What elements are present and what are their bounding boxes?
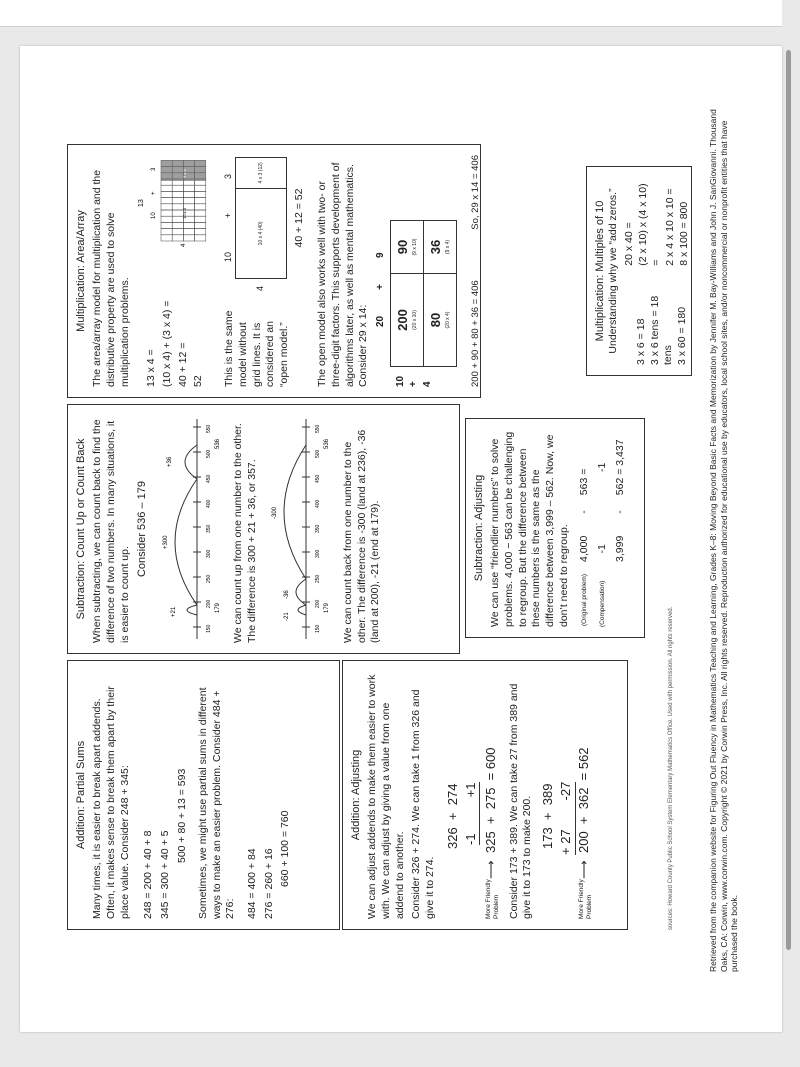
array-unit [195,222,206,228]
tick-label: 550 [315,424,322,433]
tick-label: 450 [315,474,322,483]
add-adjusting-text1: Consider 326 + 274. We can take 1 from 326 and give it to 274. [410,689,436,919]
eq: 13 x 4 = [145,349,158,387]
document-page [20,46,782,1032]
array-unit [195,210,206,216]
cell-36: 36 (9 x 4) [423,221,456,274]
array-unit [195,198,206,204]
array-unit [184,198,195,204]
partial-sums-title: Addition: Partial Sums [75,740,87,850]
cell: 563 = [578,468,591,496]
open-sum: 40 + 12 = 52 [292,188,305,248]
array-section [135,155,223,387]
cell: 3,999 [614,535,627,562]
array-unit [161,216,172,222]
array-unit [161,229,172,235]
final-sum: 200 + 90 + 80 + 36 = 406 [469,280,481,387]
source-note: sources: Howard County Public School System Elementary Mathematics Office. Used with permission. All rights reserved. [668,606,674,930]
array-top-total: 13 [138,199,146,207]
big-side-4: 4 [421,381,433,387]
array-unit [195,185,206,191]
multiples-box [586,166,692,376]
array-unit [195,216,206,222]
tick-label: 250 [205,574,212,583]
open-cell-40: 10 x 4 (40) [236,188,286,278]
eq: 248 = 200 + 40 + 8 [142,830,155,919]
multiples-subtitle: Understanding why we “add zeros.” [607,188,620,354]
array-unit [184,235,195,241]
add-adjusting-text2: Consider 173 + 389. We can take 27 from 389 and give it to 173 to make 200. [507,683,534,919]
count-up-title: Subtraction: Count Up or Count Back [75,438,87,620]
count-up-box [67,404,460,654]
add-adjusting-title: Addition: Adjusting [350,749,362,841]
count-up-text: We can count up from one number to the other. The difference is 300 + 21 + 36, or 357. [232,423,258,643]
cell: -1 [596,544,609,554]
eq: 500 + 80 + 13 = 593 [175,768,188,863]
cell [593,496,613,528]
right-line: 2 x 4 x 10 x 10 = [663,188,676,266]
tick-label: 300 [205,549,212,558]
rotated-content [20,46,782,1032]
array-unit [195,229,206,235]
area-array-box [67,144,481,398]
left-line: 3 x 6 tens = 18 tens [648,295,675,365]
big-model-table [390,220,457,367]
eq: 276 = 260 + 16 [262,848,275,919]
open-top-3: 3 [223,173,234,179]
cell-200: 200 (20 x 10) [390,274,423,367]
eq: 484 = 400 + 84 [246,848,259,919]
array-unit [161,198,172,204]
tick-label: 450 [205,474,212,483]
tick-label: 400 [205,499,212,508]
left-line: 3 x 60 = 180 [675,306,688,365]
friendly-label: More Friendly Problem [484,879,500,919]
array-unit [172,185,183,191]
open-cell-12: 4 x 3 (12) [257,162,264,184]
tick-label: 150 [205,624,212,633]
eq: 345 = 300 + 40 + 5 [158,830,171,919]
tick-label: 500 [205,449,212,458]
open-top-10: 10 [223,252,234,263]
open-side: 4 [255,285,266,291]
example-1 [441,671,505,919]
cell-80: 80 (20 x 4) [423,274,456,367]
label-plus-36: +36 [166,456,173,467]
label-minus-300: -300 [272,506,279,519]
array-side: 4 [181,243,188,247]
array-unit [172,235,183,241]
row-label: (Compensation) [598,580,606,627]
right-line: (2 x 10) x (4 x 10) = [636,183,663,266]
array-unit [195,191,206,197]
label-minus-21: -21 [284,612,291,621]
partial-sums-text2: Sometimes, we might use partial sums in different ways to make an easier problem. Consider 484 + 276: [197,687,237,919]
label-minus-36: -36 [284,590,291,599]
count-up-consider: Consider 536 – 179 [136,481,149,578]
multiples-title: Multiplication: Multiples of 10 [594,200,606,342]
open-model-text: This is the same model without grid lines. It is considered an “open model.” [223,310,290,387]
open-model-section [223,155,313,387]
eq: 52 [192,375,205,387]
big-top-20: 20 [374,315,386,327]
array-unit [184,185,195,191]
arrow: ⟶ [482,860,498,879]
partial-sums-intro: Many times, it is easier to break apart addends. Often, it makes sense to break them apart by their place value. Consider 248 + 345: [91,686,131,919]
area-array-intro: The area/array model for multiplication and the distributive property are used to solve multiplication problems. [91,169,131,387]
ex1-adjust: -1 +1 [463,783,481,846]
cell: -1 [596,462,609,472]
array-unit [195,235,206,241]
arrow: ⟶ [575,860,591,879]
big-top-9: 9 [374,252,386,259]
big-side-10: 10 [394,375,406,387]
array-unit [195,204,206,210]
cell: - [614,510,627,514]
tick-label: 550 [205,424,212,433]
add-adjusting-box [342,660,628,930]
compensation-table [577,438,629,627]
ex2-adjust: + 27 -27 [558,782,576,855]
array-unit [184,191,195,197]
cell: 562 = 3,437 [614,439,627,496]
eq: 40 + 12 = [176,342,189,387]
area-array-text2: The open model also works well with two- or three-digit factors. This supports development of algorithms later, as well as mental mathematics. Consider 29 x 14: [316,162,370,387]
left-line: 3 x 6 = 18 [634,318,647,365]
example-2 [538,671,598,919]
array-unit [184,229,195,235]
grid-array [135,157,215,247]
cell: - [578,510,591,514]
tick-label: 250 [315,574,322,583]
right-line: 8 x 100 = 800 [677,201,690,266]
tick-label: 500 [315,449,322,458]
tick-label: 350 [315,524,322,533]
mark-536: 536 [214,438,221,449]
area-array-title: Multiplication: Area/Array [75,210,87,332]
row-label: (Original problem) [580,573,588,626]
array-top-plus: + [151,191,158,195]
count-up-intro: When subtracting, we can count back to find the difference of two numbers. In many situations, it is easier to count up. [91,419,131,643]
tick-label: 200 [205,599,212,608]
cell: 4,000 [578,535,591,562]
big-top-plus: + [374,284,386,290]
tick-label: 300 [315,549,322,558]
ex1-bottom: 325 + 275 = 600 [482,747,498,853]
previous-page-edge [0,0,782,27]
sub-adjusting-title: Subtraction: Adjusting [473,474,485,582]
sub-adjusting-intro: We can use “friendlier numbers” to solve problems. 4,000 − 563 can be challenging to regroup. But the difference between these numbers is the same as the difference between 3,999 – 562. Now, we don’t need to regroup. [489,431,570,627]
big-side-plus: + [408,381,420,387]
array-top-3: 3 [151,167,158,171]
array-top-10: 10 [151,212,158,219]
count-back-number-line [262,415,334,643]
array-cell-10x4: 10 x 4 [182,208,188,219]
friendly-label: More Friendly Problem [577,879,594,919]
array-unit [172,198,183,204]
mark-536: 536 [324,438,331,449]
count-up-number-line [153,415,225,643]
array-unit [184,222,195,228]
partial-sums-box [67,660,340,930]
ex1-top: 326 + 274 [444,783,460,849]
array-unit [161,204,172,210]
footer-credit: Retrieved from the companion website for Figuring Out Fluency in Mathematics Teaching and Learning, Grades K–8: Moving Beyond Basic Facts and Memorization by Jennifer M. Bay-Williams and John J. SanGiovanni. Thousand Oaks, CA: Corwin, www.corwin.com. Copyright © 2021 by Corwin Press, Inc. All rights reserved. Reproduction authorized for educational use by educators, local school sites, and/or noncommercial or nonprofit entities that have purchased the book. [708,109,740,972]
eq: (10 x 4) + (3 x 4) = [160,300,173,387]
mark-179: 179 [324,602,331,613]
right-line: 20 x 40 = [622,222,635,266]
ex2-top: 173 + 389 [539,783,555,849]
array-unit [172,229,183,235]
array-unit [161,235,172,241]
tick-label: 350 [205,524,212,533]
array-unit [161,210,172,216]
array-unit [161,222,172,228]
array-unit [172,191,183,197]
cell-90: 90 (9 x 10) [390,221,423,274]
label-plus-300: +300 [162,535,169,549]
array-unit [172,222,183,228]
array-unit [161,191,172,197]
sub-adjusting-box [465,418,645,638]
scrollbar[interactable] [786,50,791,950]
count-back-text: We can count back from one number to the other. The difference is -300 (land at 236), -36 (land at 200), -21 (end at 179). [342,429,382,643]
tick-label: 150 [315,624,322,633]
tick-label: 200 [315,599,322,608]
label-plus-21: +21 [170,606,177,617]
open-top-plus: + [223,212,234,219]
tick-label: 400 [315,499,322,508]
big-open-model [374,155,470,387]
add-adjusting-intro: We can adjust addends to make them easier to work with. We can adjust by giving a value from one addend to another. [366,674,406,919]
array-cell-3x4: 3 x 4 [182,169,188,178]
mark-179: 179 [214,602,221,613]
eq: 660 + 100 = 760 [279,810,292,887]
ex2-bottom: 200 + 362 = 562 [575,747,591,853]
array-unit [161,185,172,191]
final-so: So, 29 x 14 = 406 [469,155,481,230]
